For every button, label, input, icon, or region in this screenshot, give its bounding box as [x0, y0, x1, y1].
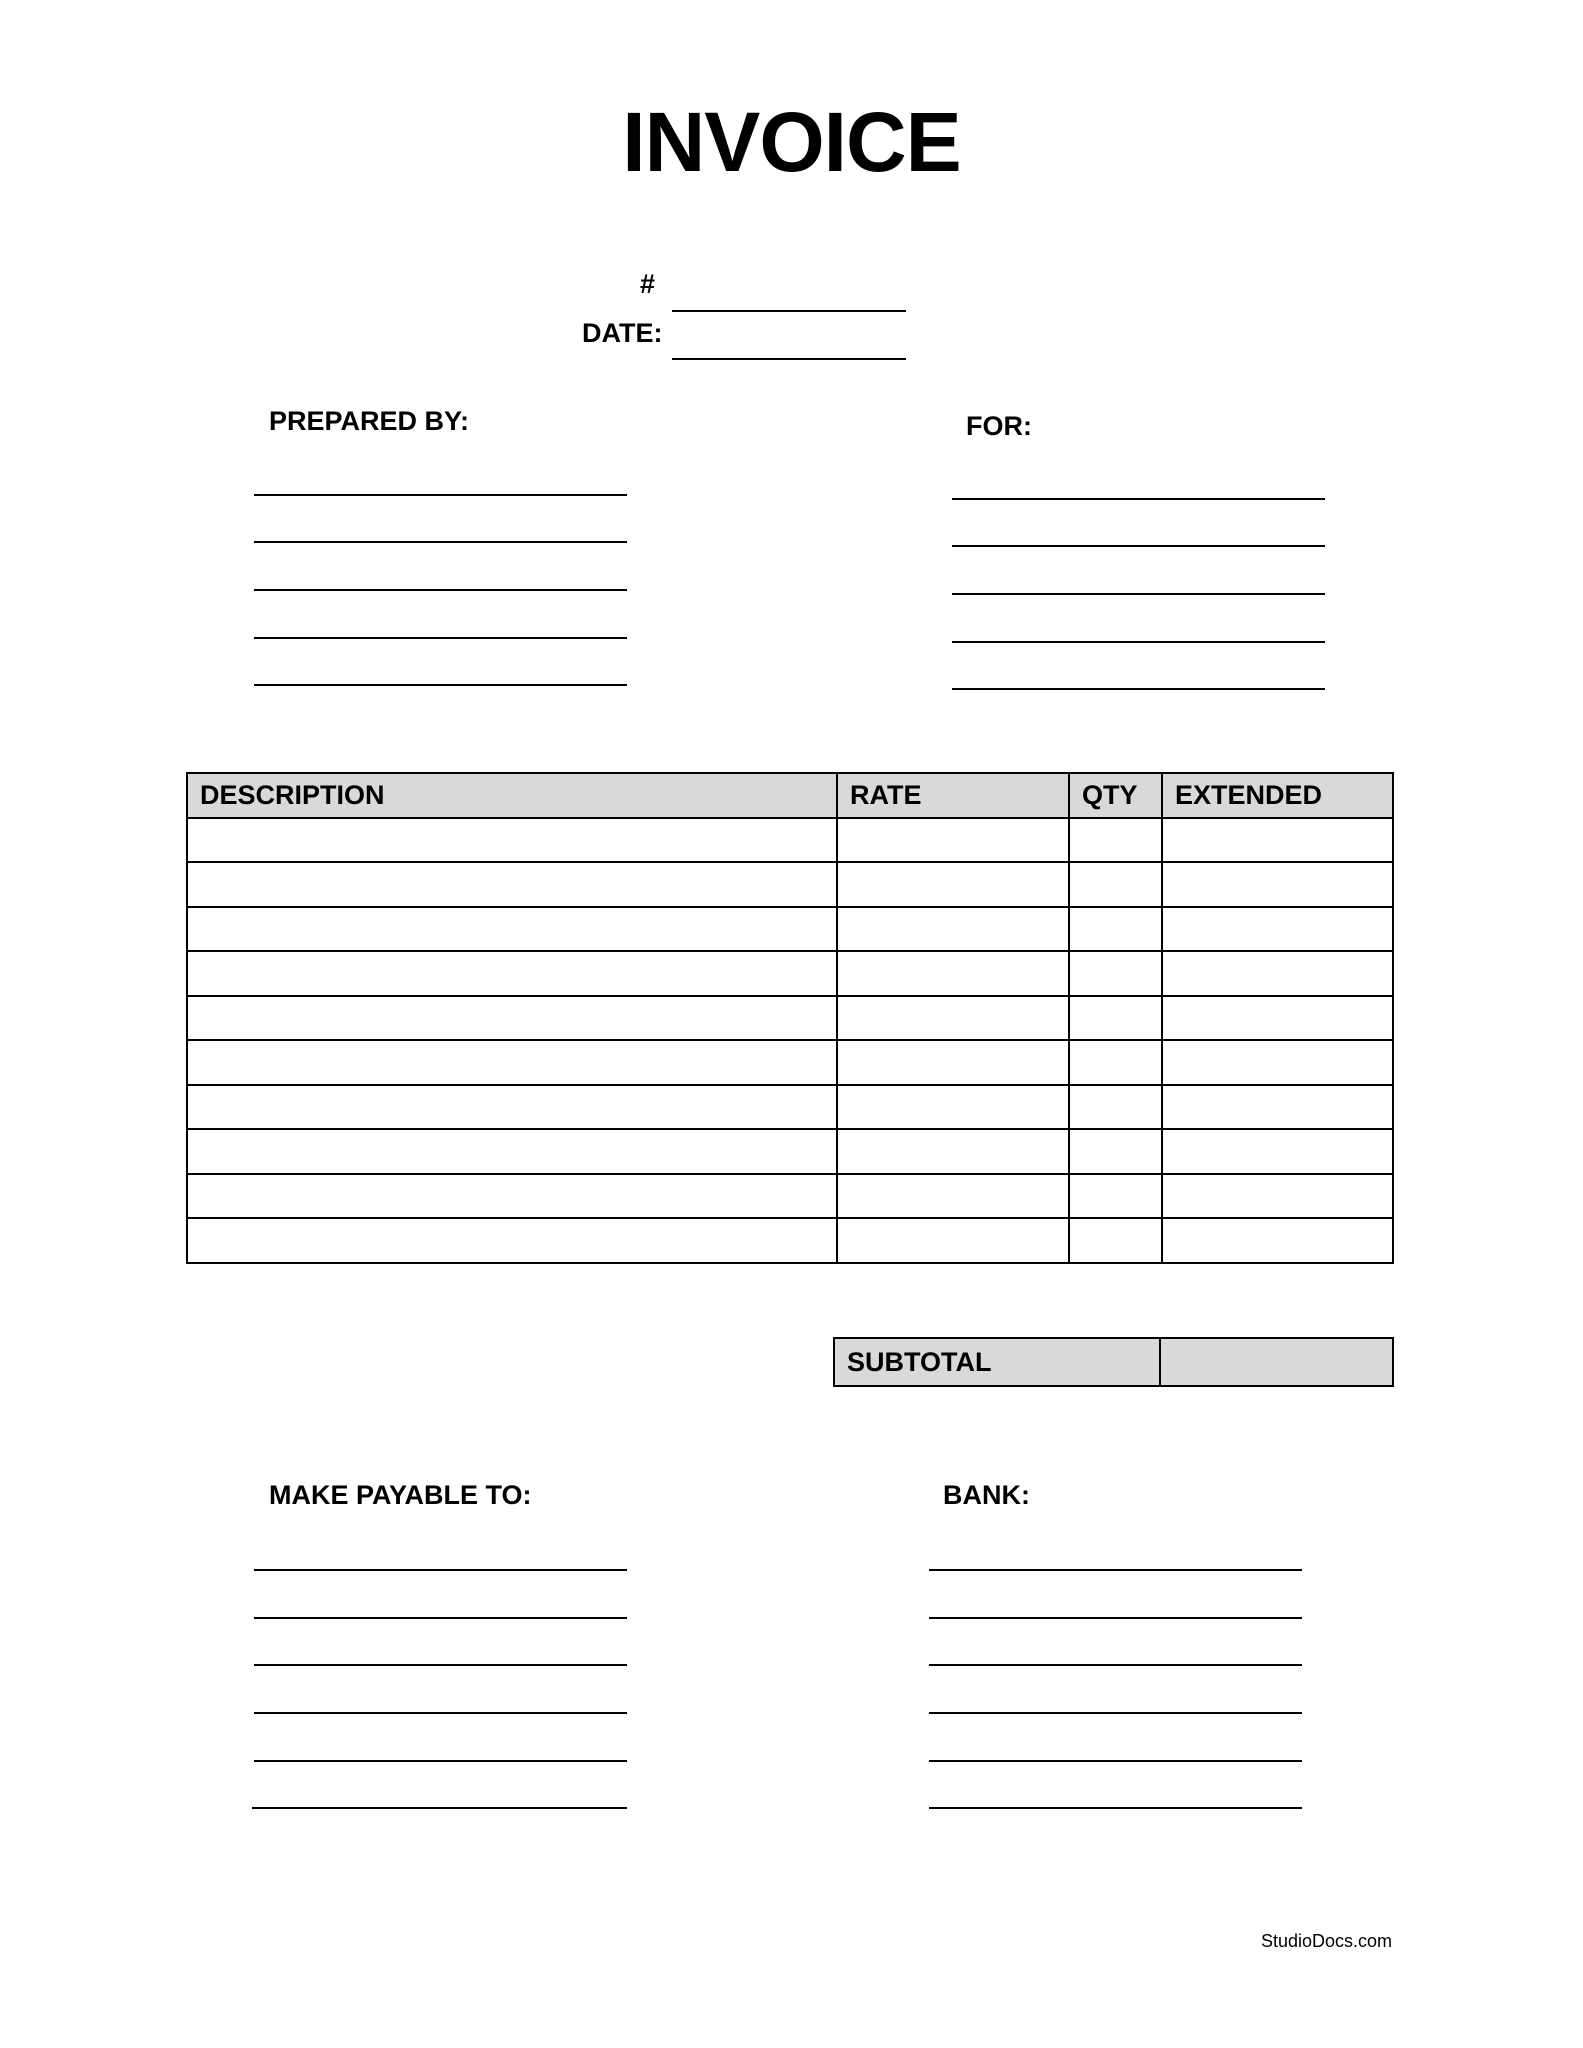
footer-credit: StudioDocs.com [1260, 1931, 1392, 1951]
payable-to-line[interactable] [254, 1712, 627, 1714]
rate-cell[interactable] [837, 1085, 1069, 1130]
line-items-table [186, 772, 1394, 1264]
description-cell[interactable] [187, 1085, 837, 1130]
qty-cell[interactable] [1069, 1129, 1162, 1174]
table-header-row [187, 773, 1393, 818]
payable-to-line[interactable] [254, 1760, 627, 1762]
make-payable-to-label: MAKE PAYABLE TO: [269, 1480, 532, 1510]
table-row [187, 1218, 1393, 1263]
for-line[interactable] [952, 545, 1325, 547]
table-row [187, 1040, 1393, 1085]
prepared-by-line[interactable] [254, 684, 627, 686]
subtotal-row [834, 1338, 1393, 1386]
description-cell[interactable] [187, 907, 837, 952]
date-label: DATE: [582, 318, 663, 348]
subtotal-value-cell[interactable] [1160, 1338, 1393, 1386]
description-cell[interactable] [187, 1174, 837, 1219]
rate-cell[interactable] [837, 907, 1069, 952]
column-header-qty: QTY [1069, 773, 1162, 818]
qty-cell[interactable] [1069, 1218, 1162, 1263]
extended-cell[interactable] [1162, 951, 1393, 996]
extended-cell[interactable] [1162, 1040, 1393, 1085]
extended-cell[interactable] [1162, 1085, 1393, 1130]
qty-cell[interactable] [1069, 1085, 1162, 1130]
bank-line[interactable] [929, 1760, 1302, 1762]
prepared-by-label: PREPARED BY: [269, 406, 470, 436]
invoice-number-label: # [640, 269, 656, 299]
description-cell[interactable] [187, 1218, 837, 1263]
invoice-number-line[interactable] [672, 310, 906, 312]
payable-to-line[interactable] [254, 1664, 627, 1666]
qty-cell[interactable] [1069, 1040, 1162, 1085]
for-line[interactable] [952, 641, 1325, 643]
subtotal-label: SUBTOTAL [834, 1338, 1160, 1386]
for-label: FOR: [966, 411, 1032, 441]
column-header-extended: EXTENDED [1162, 773, 1393, 818]
column-header-description: DESCRIPTION [187, 773, 837, 818]
table-row [187, 862, 1393, 907]
table-row [187, 818, 1393, 863]
column-header-rate: RATE [837, 773, 1069, 818]
rate-cell[interactable] [837, 862, 1069, 907]
table-row [187, 1129, 1393, 1174]
rate-cell[interactable] [837, 1129, 1069, 1174]
prepared-by-line[interactable] [254, 589, 627, 591]
table-body [187, 818, 1393, 1263]
extended-cell[interactable] [1162, 862, 1393, 907]
rate-cell[interactable] [837, 1040, 1069, 1085]
prepared-by-line[interactable] [254, 541, 627, 543]
qty-cell[interactable] [1069, 951, 1162, 996]
prepared-by-line[interactable] [254, 637, 627, 639]
for-line[interactable] [952, 498, 1325, 500]
bank-line[interactable] [929, 1807, 1302, 1809]
invoice-title: INVOICE [622, 95, 961, 189]
extended-cell[interactable] [1162, 1174, 1393, 1219]
subtotal-table [833, 1337, 1394, 1387]
qty-cell[interactable] [1069, 907, 1162, 952]
extended-cell[interactable] [1162, 1129, 1393, 1174]
table-row [187, 1085, 1393, 1130]
qty-cell[interactable] [1069, 818, 1162, 863]
rate-cell[interactable] [837, 996, 1069, 1041]
table-row [187, 1174, 1393, 1219]
bank-line[interactable] [929, 1569, 1302, 1571]
table-row [187, 996, 1393, 1041]
prepared-by-line[interactable] [254, 494, 627, 496]
payable-to-line[interactable] [252, 1807, 627, 1809]
description-cell[interactable] [187, 1129, 837, 1174]
table-row [187, 907, 1393, 952]
bank-label: BANK: [943, 1480, 1030, 1510]
description-cell[interactable] [187, 996, 837, 1041]
payable-to-line[interactable] [254, 1617, 627, 1619]
qty-cell[interactable] [1069, 1174, 1162, 1219]
extended-cell[interactable] [1162, 818, 1393, 863]
description-cell[interactable] [187, 1040, 837, 1085]
payable-to-line[interactable] [254, 1569, 627, 1571]
description-cell[interactable] [187, 862, 837, 907]
date-line[interactable] [672, 358, 906, 360]
for-line[interactable] [952, 593, 1325, 595]
description-cell[interactable] [187, 951, 837, 996]
table-row [187, 951, 1393, 996]
extended-cell[interactable] [1162, 996, 1393, 1041]
bank-line[interactable] [929, 1664, 1302, 1666]
bank-line[interactable] [929, 1617, 1302, 1619]
rate-cell[interactable] [837, 818, 1069, 863]
description-cell[interactable] [187, 818, 837, 863]
extended-cell[interactable] [1162, 1218, 1393, 1263]
extended-cell[interactable] [1162, 907, 1393, 952]
qty-cell[interactable] [1069, 862, 1162, 907]
rate-cell[interactable] [837, 1174, 1069, 1219]
for-line[interactable] [952, 688, 1325, 690]
bank-line[interactable] [929, 1712, 1302, 1714]
rate-cell[interactable] [837, 951, 1069, 996]
qty-cell[interactable] [1069, 996, 1162, 1041]
rate-cell[interactable] [837, 1218, 1069, 1263]
